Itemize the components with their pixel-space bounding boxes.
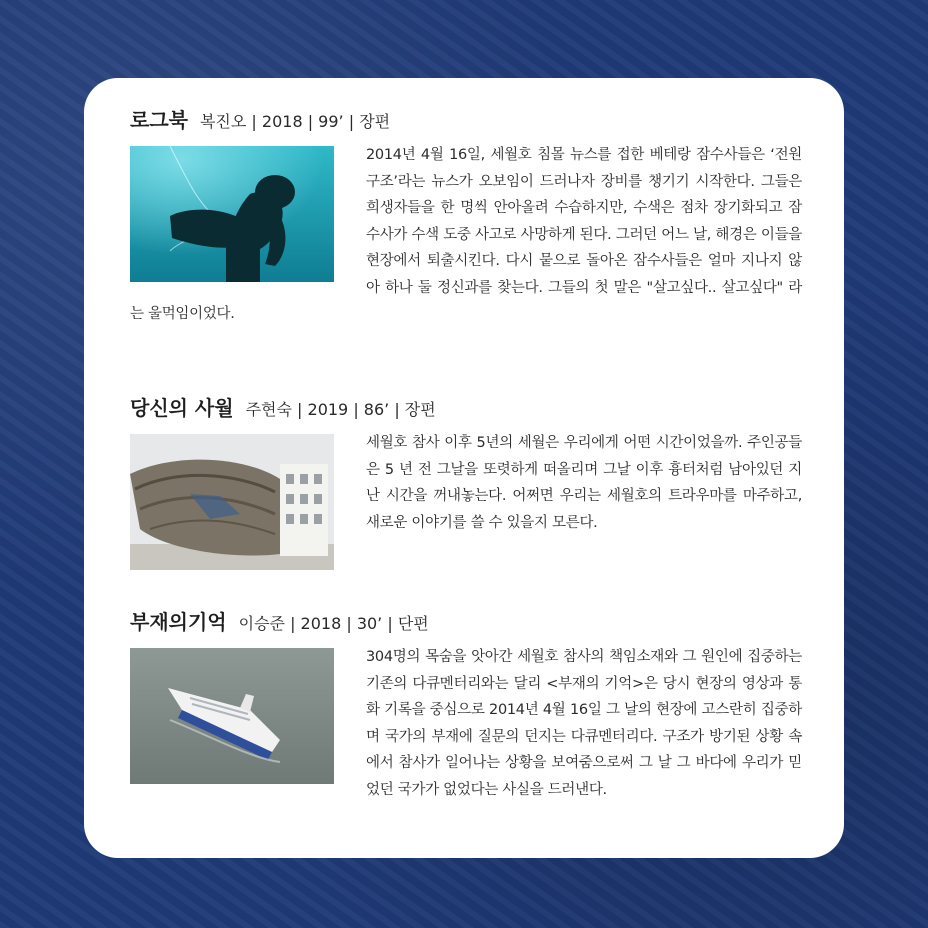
film-list-card: [84, 78, 844, 858]
film-meta: 주현숙 | 2019 | 86’ | 장편: [245, 400, 436, 419]
salvaged-ship-hull-photo: [130, 434, 334, 570]
film-title: 로그북: [130, 108, 188, 132]
film-title: 당신의 사월: [130, 396, 234, 420]
diver-underwater-photo: [130, 146, 334, 282]
film-description: 세월호 참사 이후 5년의 세월은 우리에게 어떤 시간이었을까. 주인공들은 5 년 전 그날을 또렷하게 떠올리며 그날 이후 흉터처럼 남아있던 지난 시간을 꺼내놓는다. 어쩌면 우리는 세월호의 트라우마를 마주하고, 새로운 이야기를 쓸 수 있을지 모른다.: [366, 435, 802, 531]
film-header: [130, 104, 802, 140]
film-meta: 이승준 | 2018 | 30’ | 단편: [238, 614, 429, 633]
capsizing-ferry-photo: [130, 648, 334, 784]
film-entry-your-april: [130, 392, 802, 576]
film-entry-logbook: [130, 104, 802, 328]
film-body: [130, 644, 802, 803]
film-meta: 복진오 | 2018 | 99’ | 장편: [199, 112, 391, 131]
film-description: 304명의 목숨을 앗아간 세월호 참사의 책임소재와 그 원인에 집중하는 기존의 다큐멘터리와는 달리 <부재의 기억>은 당시 현장의 영상과 통화 기록을 중심으로 2014년 4월 16일 그 날의 현장에 고스란히 집중하며 국가의 부재에 질문의 던지는 다큐멘터리다. 구조가 방기된 상황 속에서 참사가 일어나는 상황을 보여줌으로써 그 날 그 바다에 우리가 믿었던 국가가 없었다는 사실을 드러낸다.: [366, 649, 802, 798]
film-entry-in-the-absence: [130, 606, 802, 803]
film-body: [130, 430, 802, 536]
film-header: [130, 392, 802, 428]
film-description: 2014년 4월 16일, 세월호 침몰 뉴스를 접한 베테랑 잠수사들은 ‘전원구조’라는 뉴스가 오보임이 드러나자 장비를 챙기기 시작한다. 그들은 희생자들을 한 명씩 안아올려 수습하지만, 수색은 점차 장기화되고 잠수사가 수색 도중 사고로 사망하게 된다. 그러던 어느 날, 해경은 이들을 현장에서 퇴출시킨다. 다시 뭍으로 돌아온 잠수사들은 얼마 지나지 않아 하나 둘 정신과를 찾는다. 그들의 첫 말은 "살고싶다.. 살고싶다" 라는 울먹임이었다.: [130, 147, 802, 322]
film-header: [130, 606, 802, 642]
film-title: 부재의기억: [130, 610, 227, 634]
film-body: [130, 142, 802, 328]
